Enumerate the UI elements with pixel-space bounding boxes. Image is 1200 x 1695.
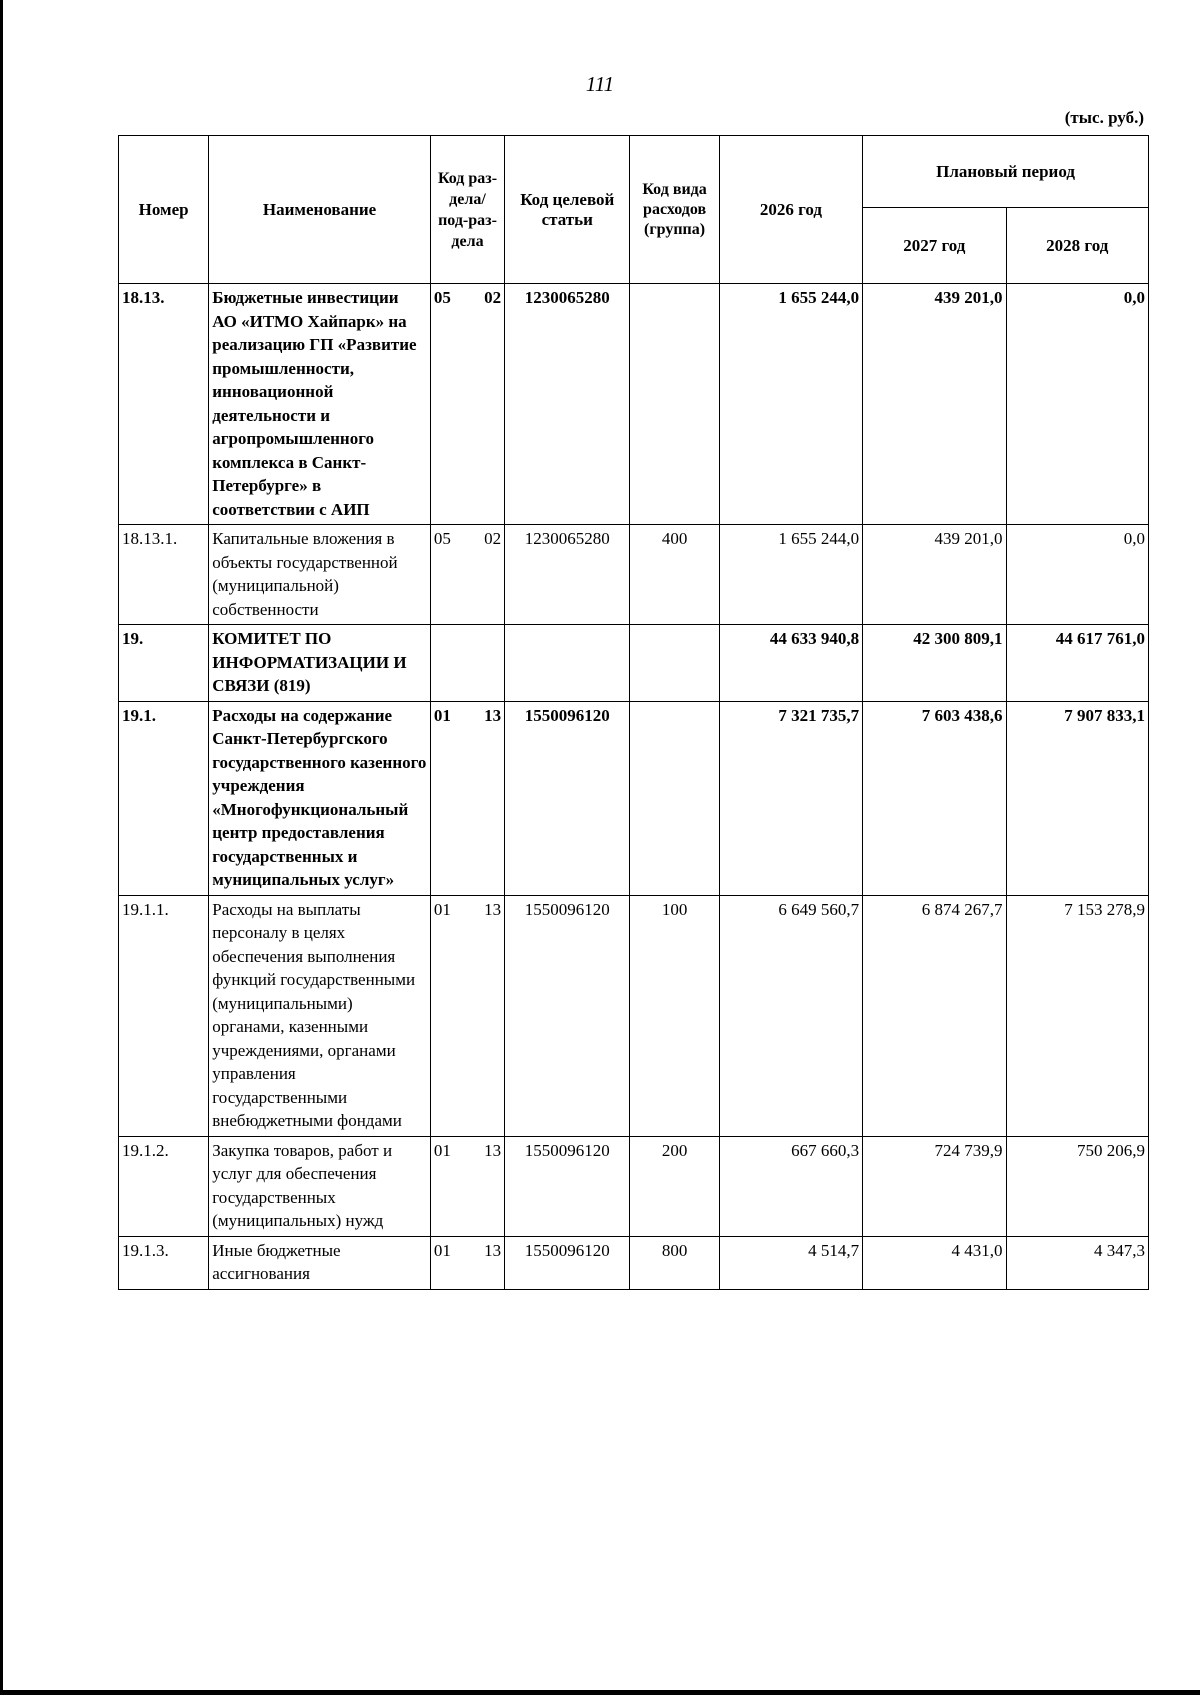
row-target-code xyxy=(505,625,630,702)
row-number: 18.13. xyxy=(119,284,209,525)
row-target-code: 1550096120 xyxy=(505,1136,630,1236)
subsection-code: 02 xyxy=(484,529,502,548)
header-section: Код раз-дела/ под-раз-дела xyxy=(430,136,504,284)
row-number: 19. xyxy=(119,625,209,702)
row-name: Закупка товаров, работ и услуг для обеспечения государственных (муниципальных) нужд xyxy=(209,1136,431,1236)
row-number: 19.1.3. xyxy=(119,1236,209,1289)
section-code: 01 xyxy=(433,1240,451,1260)
row-2027-amount: 6 874 267,7 xyxy=(863,895,1006,1136)
row-name: Расходы на содержание Санкт-Петербургского государственного казенного учреждения «Многофункциональный центр предоставления государственных и муниципальных услуг» xyxy=(209,701,431,895)
row-target-code: 1550096120 xyxy=(505,895,630,1136)
row-2028-amount: 7 907 833,1 xyxy=(1006,701,1148,895)
table-row xyxy=(119,284,1149,525)
row-2028-amount: 44 617 761,0 xyxy=(1006,625,1148,702)
row-section-code xyxy=(430,284,504,525)
row-name: Иные бюджетные ассигнования xyxy=(209,1236,431,1289)
row-2027-amount: 724 739,9 xyxy=(863,1136,1006,1236)
row-name: Расходы на выплаты персоналу в целях обеспечения выполнения функций государственными (муниципальными) органами, казенными учреждениями, органами управления государственными внебюджетными фондами xyxy=(209,895,431,1136)
row-target-code: 1550096120 xyxy=(505,1236,630,1289)
row-2028-amount: 750 206,9 xyxy=(1006,1136,1148,1236)
subsection-code: 13 xyxy=(484,705,502,725)
row-expense-type: 400 xyxy=(630,525,719,625)
row-section-code xyxy=(430,1236,504,1289)
row-2027-amount: 4 431,0 xyxy=(863,1236,1006,1289)
row-target-code: 1550096120 xyxy=(505,701,630,895)
row-target-code: 1230065280 xyxy=(505,525,630,625)
row-2028-amount: 0,0 xyxy=(1006,284,1148,525)
header-planned-period: Плановый период xyxy=(863,136,1149,208)
row-2026-amount: 1 655 244,0 xyxy=(719,284,862,525)
row-section-code xyxy=(430,1136,504,1236)
header-target: Код целевой статьи xyxy=(505,136,630,284)
row-expense-type xyxy=(630,284,719,525)
row-2027-amount: 42 300 809,1 xyxy=(863,625,1006,702)
budget-table xyxy=(118,135,1149,1290)
table-row xyxy=(119,625,1149,702)
row-section-code xyxy=(430,701,504,895)
row-expense-type xyxy=(630,701,719,895)
subsection-code: 13 xyxy=(484,1240,502,1260)
table-row xyxy=(119,525,1149,625)
scan-edge-bottom xyxy=(0,1690,1200,1695)
units-label: (тыс. руб.) xyxy=(1064,108,1144,127)
subsection-code: 02 xyxy=(484,288,502,307)
header-name: Наименование xyxy=(209,136,431,284)
row-expense-type: 200 xyxy=(630,1136,719,1236)
row-number: 19.1.2. xyxy=(119,1136,209,1236)
row-number: 19.1.1. xyxy=(119,895,209,1136)
header-2028: 2028 год xyxy=(1006,208,1148,284)
table-row xyxy=(119,1236,1149,1289)
row-section-code xyxy=(430,525,504,625)
row-name: Капитальные вложения в объекты государственной (муниципальной) собственности xyxy=(209,525,431,625)
row-2026-amount: 1 655 244,0 xyxy=(719,525,862,625)
row-expense-type: 100 xyxy=(630,895,719,1136)
subsection-code: 13 xyxy=(484,899,502,919)
table-row xyxy=(119,895,1149,1136)
header-expense-type: Код вида расходов (группа) xyxy=(630,136,719,284)
row-2026-amount: 44 633 940,8 xyxy=(719,625,862,702)
row-target-code: 1230065280 xyxy=(505,284,630,525)
header-2027: 2027 год xyxy=(863,208,1006,284)
section-code: 05 xyxy=(433,288,451,307)
row-section-code xyxy=(430,625,504,702)
row-2028-amount: 4 347,3 xyxy=(1006,1236,1148,1289)
row-2026-amount: 667 660,3 xyxy=(719,1136,862,1236)
row-2027-amount: 439 201,0 xyxy=(863,525,1006,625)
subsection-code: 13 xyxy=(484,1140,502,1160)
table-body xyxy=(119,284,1149,1290)
section-code: 01 xyxy=(433,705,451,725)
row-2026-amount: 6 649 560,7 xyxy=(719,895,862,1136)
section-code: 01 xyxy=(433,899,451,919)
table-row xyxy=(119,1136,1149,1236)
page-number: 111 xyxy=(585,72,615,96)
row-2028-amount: 7 153 278,9 xyxy=(1006,895,1148,1136)
row-2026-amount: 7 321 735,7 xyxy=(719,701,862,895)
table-row xyxy=(119,701,1149,895)
section-code: 05 xyxy=(433,529,451,548)
row-2028-amount: 0,0 xyxy=(1006,525,1148,625)
row-expense-type xyxy=(630,625,719,702)
row-2027-amount: 7 603 438,6 xyxy=(863,701,1006,895)
row-2026-amount: 4 514,7 xyxy=(719,1236,862,1289)
row-section-code xyxy=(430,895,504,1136)
row-expense-type: 800 xyxy=(630,1236,719,1289)
row-number: 19.1. xyxy=(119,701,209,895)
section-code: 01 xyxy=(433,1140,451,1160)
scan-edge-left xyxy=(0,0,3,1695)
header-number: Номер xyxy=(119,136,209,284)
row-name: КОМИТЕТ ПО ИНФОРМАТИЗАЦИИ И СВЯЗИ (819) xyxy=(209,625,431,702)
row-name: Бюджетные инвестиции АО «ИТМО Хайпарк» на реализацию ГП «Развитие промышленности, инновационной деятельности и агропромышленного комплекса в Санкт-Петербурге» в соответствии с АИП xyxy=(209,284,431,525)
header-2026: 2026 год xyxy=(719,136,862,284)
row-2027-amount: 439 201,0 xyxy=(863,284,1006,525)
row-number: 18.13.1. xyxy=(119,525,209,625)
